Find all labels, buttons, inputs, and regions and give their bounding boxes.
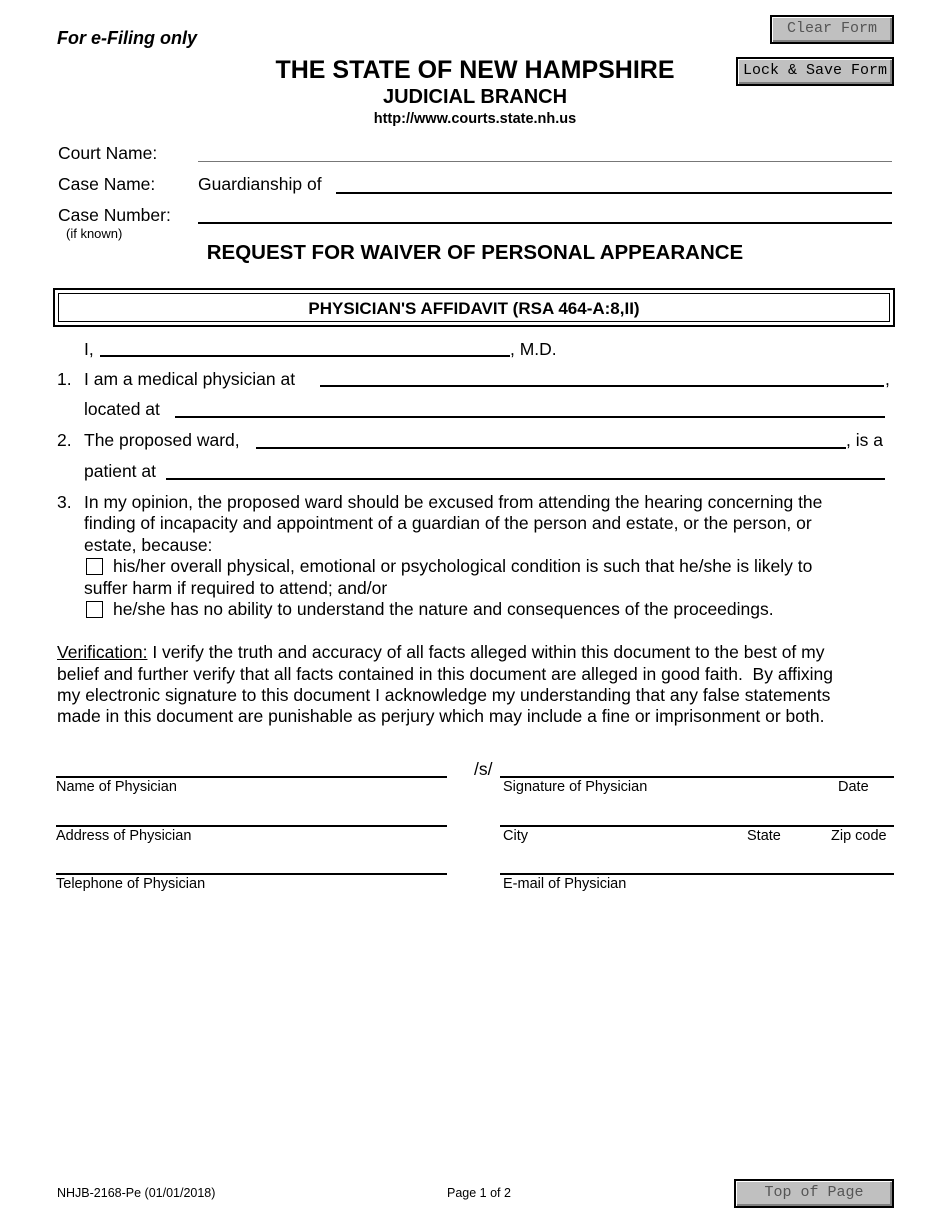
physician-name-field[interactable]: [100, 355, 510, 357]
email-field[interactable]: [500, 873, 894, 875]
email-label: E-mail of Physician: [503, 876, 627, 892]
case-name-prefix: Guardianship of: [198, 174, 322, 194]
located-at-label: located at: [84, 399, 160, 419]
practice-name-field[interactable]: [320, 385, 884, 387]
option1-line2: suffer harm if required to attend; and/or: [84, 578, 388, 598]
address-field[interactable]: [56, 825, 447, 827]
form-title: REQUEST FOR WAIVER OF PERSONAL APPEARANCE: [206, 241, 744, 264]
verification-line2: belief and further verify that all facts contained in this document are alleged in good faith. By affixing: [57, 664, 833, 684]
section-title: PHYSICIAN'S AFFIDAVIT (RSA 464-A:8,II): [308, 299, 640, 318]
page-number: Page 1 of 2: [447, 1186, 511, 1200]
case-number-label: Case Number:: [58, 205, 171, 225]
option1-checkbox[interactable]: [86, 558, 103, 575]
lock-save-button[interactable]: Lock & Save Form: [736, 57, 894, 86]
section-title-box: [53, 288, 895, 327]
item1-number: 1.: [57, 369, 72, 389]
case-name-label: Case Name:: [58, 174, 156, 194]
item3-number: 3.: [57, 492, 72, 512]
option1-line1: his/her overall physical, emotional or psychological condition is such that he/she is likely to: [113, 556, 813, 576]
efiling-note: For e-Filing only: [57, 28, 197, 48]
court-url: http://www.courts.state.nh.us: [373, 111, 577, 127]
item1-text: I am a medical physician at: [84, 369, 296, 389]
signature-field[interactable]: [500, 776, 894, 778]
case-name-field[interactable]: [336, 174, 892, 194]
date-label: Date: [838, 779, 869, 795]
branch-title: JUDICIAL BRANCH: [382, 86, 568, 108]
verification-text-1: I verify the truth and accuracy of all facts alleged within this document to the best of my: [147, 642, 825, 662]
option2-text: he/she has no ability to understand the nature and consequences of the proceedings.: [113, 599, 774, 619]
city-label: City: [503, 828, 528, 844]
patient-location-field[interactable]: [166, 478, 885, 480]
item1-comma: ,: [885, 369, 890, 389]
s-mark: /s/: [474, 759, 493, 779]
case-number-note: (if known): [66, 226, 123, 241]
signature-label: Signature of Physician: [503, 779, 648, 795]
i-label: I,: [84, 339, 94, 359]
item3-line2: finding of incapacity and appointment of a guardian of the person and estate, or the person, or: [84, 513, 812, 533]
is-a-label: , is a: [846, 430, 883, 450]
address-label: Address of Physician: [56, 828, 192, 844]
item3-line3: estate, because:: [84, 535, 213, 555]
md-suffix: , M.D.: [510, 339, 557, 359]
verification-line3: my electronic signature to this document I acknowledge my understanding that any false statements: [57, 685, 831, 705]
item2-number: 2.: [57, 430, 72, 450]
top-of-page-button[interactable]: Top of Page: [734, 1179, 894, 1208]
patient-at-label: patient at: [84, 461, 156, 481]
item2-text: The proposed ward,: [84, 430, 240, 450]
practice-location-field[interactable]: [175, 416, 885, 418]
clear-form-button[interactable]: Clear Form: [770, 15, 894, 44]
ward-name-field[interactable]: [256, 447, 846, 449]
option2-checkbox[interactable]: [86, 601, 103, 618]
name-of-physician-label: Name of Physician: [56, 779, 177, 795]
physician-name-sig-field[interactable]: [56, 776, 447, 778]
court-name-field[interactable]: [198, 143, 892, 162]
verification-label: Verification:: [57, 642, 148, 662]
verification-line1: [57, 642, 824, 663]
telephone-field[interactable]: [56, 873, 447, 875]
court-name-label: Court Name:: [58, 143, 158, 163]
verification-line4: made in this document are punishable as perjury which may include a fine or imprisonment or both.: [57, 706, 825, 726]
form-id: NHJB-2168-Pe (01/01/2018): [57, 1186, 216, 1200]
state-title: THE STATE OF NEW HAMPSHIRE: [275, 56, 675, 84]
zip-label: Zip code: [831, 828, 887, 844]
case-number-field[interactable]: [198, 205, 892, 224]
state-label: State: [747, 828, 781, 844]
telephone-label: Telephone of Physician: [56, 876, 206, 892]
item3-line1: In my opinion, the proposed ward should be excused from attending the hearing concerning the: [84, 492, 823, 512]
city-state-zip-field[interactable]: [500, 825, 894, 827]
